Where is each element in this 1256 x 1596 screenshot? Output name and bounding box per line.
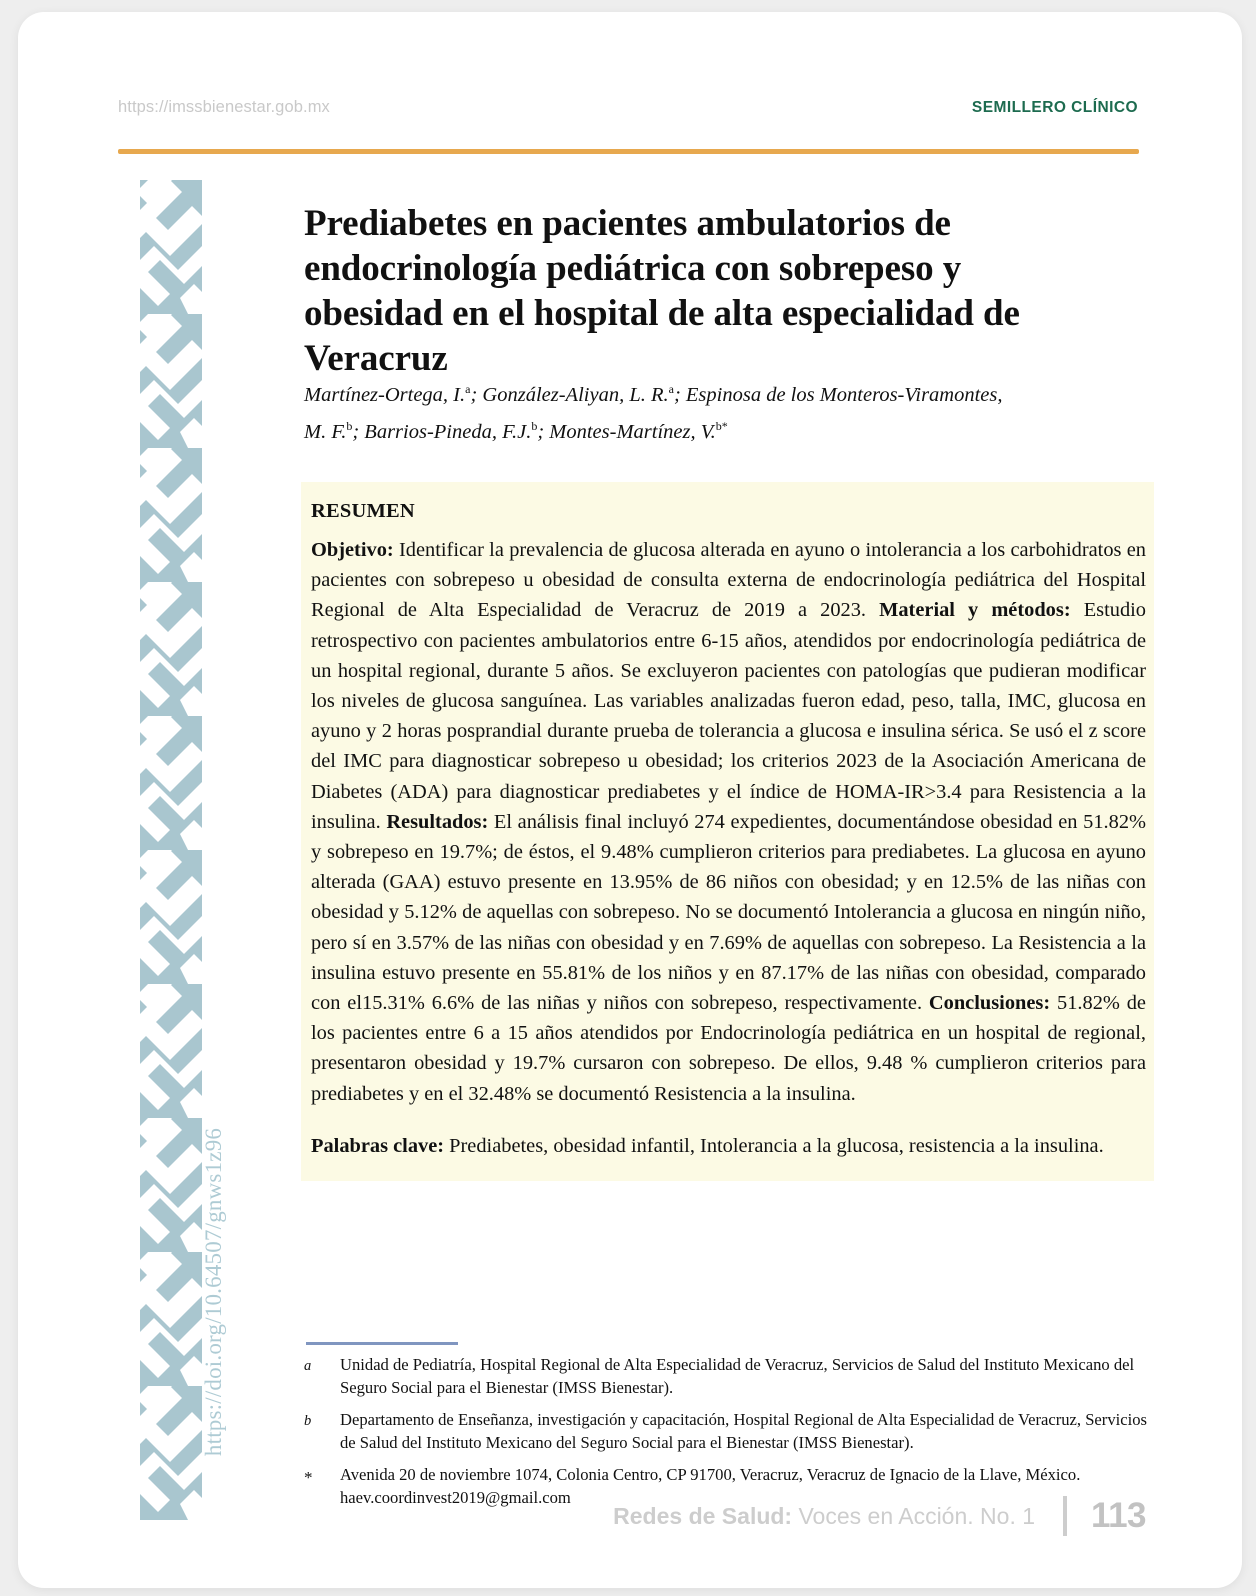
footer-journal-title: [613, 1503, 1035, 1530]
abstract-label-material: Material y métodos:: [879, 599, 1071, 622]
doi-link[interactable]: [194, 1072, 234, 1512]
footnote-divider: [306, 1342, 458, 1345]
footnote-item-b: [304, 1409, 1164, 1454]
footer-journal-bold: Redes de Salud:: [613, 1502, 793, 1529]
footnote-mark-a: a: [304, 1358, 312, 1374]
running-head: [118, 98, 1138, 132]
keywords-text: Prediabetes, obesidad infantil, Intolerancia a la glucosa, resistencia a la insulina.: [444, 1134, 1104, 1157]
abstract-text-conclusiones: 51.82% de los pacientes entre 6 a 15 años atendidos por Endocrinología pediátrica en un hospital de regional, presentaron obesidad y 19.7% cursaron con sobrepeso. De ellos, 9.48 % cumplieron criterios para prediabetes y en el 32.48% se documentó Resistencia a la insulina.: [311, 992, 1146, 1105]
page-footer: [613, 1496, 1146, 1536]
page-sheet: [18, 12, 1242, 1588]
greca-ornament: [140, 180, 202, 1520]
authors-line-1-text: Martínez-Ortega, I.$^a$; González-Aliyan, L. R.$^a$; Espinosa de los Monteros-Viramontes,: [304, 382, 1003, 406]
abstract-text-material: Estudio retrospectivo con pacientes ambulatorios entre 6-15 años, atendidos por endocrinología pediátrica de un hospital regional, durante 5 años. Se excluyeron pacientes con patologías que pudieran modificar los niveles de glucosa sanguínea. Las variables analizadas fueron edad, peso, talla, IMC, glucosa en ayuno y 2 horas posprandial durante prueba de tolerancia a glucosa e insulina sérica. Se usó el z score del IMC para diagnosticar sobrepeso u obesidad; los criterios 2023 de la Asociación Americana de Diabetes (ADA) para diagnosticar prediabetes y el índice de HOMA-IR>3.4 para Resistencia a la insulina.: [311, 599, 1146, 833]
abstract-label-conclusiones: Conclusiones:: [928, 992, 1051, 1015]
authors-line-2-text: M. F.$^b$; Barrios-Pineda, F.J.$^b$; Montes-Martínez, V.$^{b*}$: [304, 418, 728, 443]
abstract-text-resultados: El análisis final incluyó 274 expedientes, documentándose obesidad en 51.82% y sobrepeso en 19.7%; de éstos, el 9.48% cumplieron criterios para prediabetes. La glucosa en ayuno alterada (GAA) estuvo presente en 13.95% de 86 niños con obesidad; y en 12.5% de las niñas con obesidad y 5.12% de aquellas con sobrepeso. No se documentó Intolerancia a glucosa en ningún niño, pero sí en 3.57% de las niñas con obesidad y en 7.69% de aquellas con sobrepeso. La Resistencia a la insulina estuvo presente en 55.81% de los niños y en 87.17% de las niñas con obesidad, comparado con el15.31% 6.6% de las niñas y niños con sobrepeso, respectivamente.: [311, 810, 1147, 1015]
authors-list: [304, 374, 1156, 448]
authors-line-1: [304, 374, 1156, 411]
doi-text: https://doi.org/10.64507/gnws1z96: [201, 1127, 226, 1457]
footnote-text-a: Unidad de Pediatría, Hospital Regional de Alta Especialidad de Veracruz, Servicios de Salud del Instituto Mexicano del Seguro Social para el Bienestar (IMSS Bienestar).: [340, 1355, 1135, 1397]
abstract-label-objetivo: Objetivo:: [311, 539, 394, 561]
abstract-label-resultados: Resultados:: [386, 810, 489, 833]
footer-divider: [1063, 1496, 1067, 1536]
footer-journal-light: Voces en Acción. No. 1: [792, 1502, 1036, 1529]
page-number: 113: [1091, 1496, 1146, 1535]
footnote-text-star: Avenida 20 de noviembre 1074, Colonia Centro, CP 91700, Veracruz, Veracruz de Ignacio de la Llave, México. haev.coordinvest2019@gmail.com: [340, 1465, 1081, 1507]
footnote-text-b: Departamento de Enseñanza, investigación y capacitación, Hospital Regional de Alta Especialidad de Veracruz, Servicios de Salud del Instituto Mexicano del Seguro Social para el Bienestar (IMSS Bienestar).: [340, 1410, 1147, 1452]
header-rule: [118, 149, 1139, 154]
keywords-label: Palabras clave:: [311, 1134, 445, 1157]
footnote-mark-b: b: [304, 1413, 312, 1429]
footnotes: [304, 1354, 1164, 1519]
footnote-item-a: [304, 1354, 1164, 1399]
footnote-mark-star: *: [304, 1468, 313, 1487]
abstract-keywords: [311, 1131, 1146, 1161]
page-title: Prediabetes en pacientes ambulatorios de endocrinología pediátrica con sobrepeso y obesidad en el hospital de alta especialidad de Veracruz: [304, 202, 1020, 379]
abstract-body: [311, 535, 1146, 1109]
journal-url: https://imssbienestar.gob.mx: [118, 98, 330, 116]
abstract-text-objetivo: Identificar la prevalencia de glucosa alterada en ayuno o intolerancia a los carbohidratos en pacientes con sobrepeso u obesidad de consulta externa de endocrinología pediátrica del Hospital Regional de Alta Especialidad de Veracruz de 2019 a 2023.: [311, 539, 1146, 622]
abstract-box: [301, 482, 1154, 1181]
authors-line-2: [304, 411, 1156, 448]
section-label: SEMILLERO CLÍNICO: [971, 99, 1138, 116]
abstract-heading: RESUMEN: [311, 500, 415, 522]
